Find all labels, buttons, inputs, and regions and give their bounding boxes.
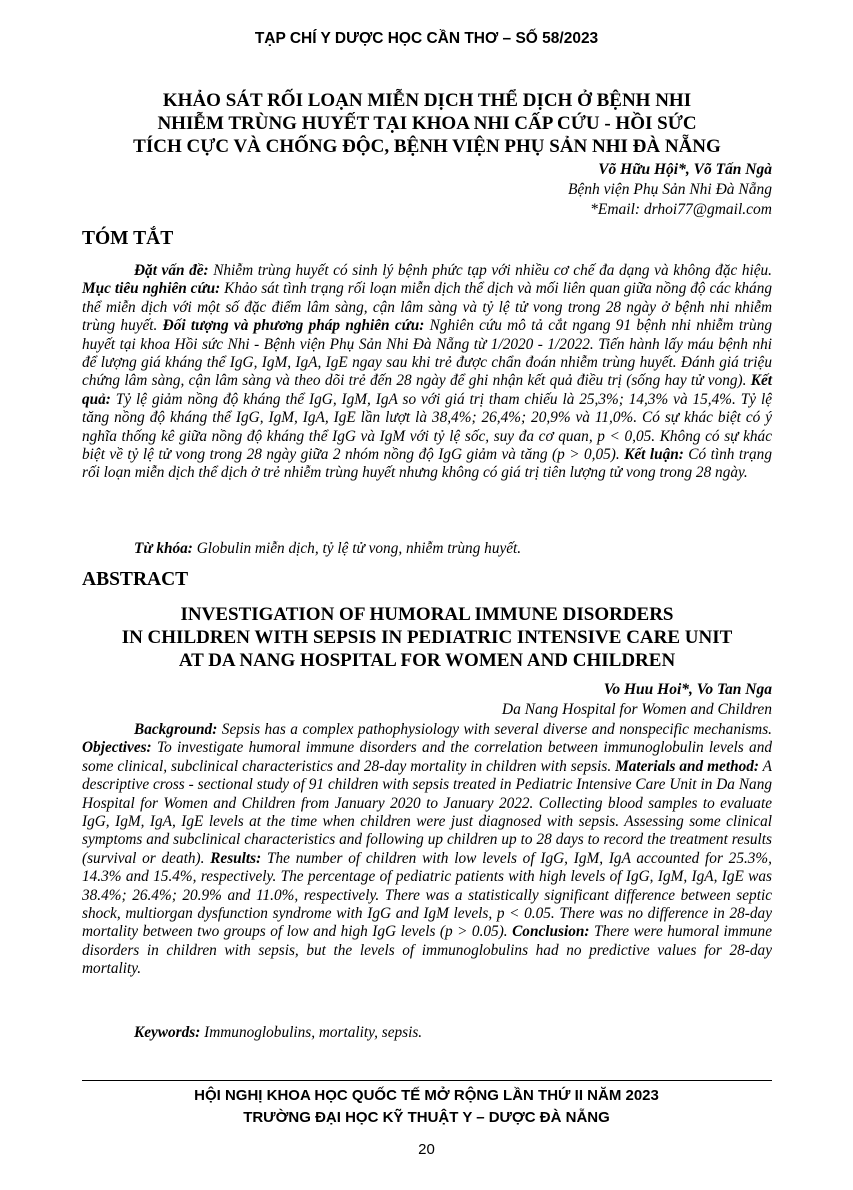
vi-title (82, 89, 772, 158)
abstract-section-label: Kết luận: (624, 446, 684, 464)
en-title-line: AT DA NANG HOSPITAL FOR WOMEN AND CHILDREN (178, 650, 676, 671)
abstract-text: Nghiên cứu mô tả cắt ngang 91 bệnh nhi nhiễm trùng huyết tại khoa Hồi sức Nhi - Bệnh viện Phụ Sản Nhi Đà Nẵng từ 1/2020 - 1/2022. Tiến hành lấy máu bệnh nhi để lượng giá kháng thể IgG, IgM, IgA, IgE ngay sau khi trẻ được chẩn đoán nhiễm trùng huyết. Đánh giá triệu chứng lâm sàng, cận lâm sàng và theo dõi trẻ đến 28 ngày để ghi nhận kết quả điều trị (sống hay tử vong). (82, 317, 773, 390)
abstract-section-label: Background: (134, 721, 218, 738)
abstract-section-label: Conclusion: (512, 923, 590, 941)
vi-abstract (82, 262, 772, 483)
abstract-text: Có tình trạng rối loạn miễn dịch thể dịch ở trẻ nhiễm trùng huyết nhưng không có giá trị tiên lượng tử vong trong 28 ngày. (82, 446, 772, 482)
abstract-section-label: Đặt vấn đề: (134, 262, 209, 279)
vi-title-line: NHIỄM TRÙNG HUYẾT TẠI KHOA NHI CẤP CỨU - HỒI SỨC (157, 113, 697, 134)
vi-keywords-label: Từ khóa: (134, 540, 193, 557)
en-keywords-text: Immunoglobulins, mortality, sepsis. (200, 1024, 423, 1041)
vi-author-block (568, 160, 772, 220)
vi-keywords-text: Globulin miễn dịch, tỷ lệ tử vong, nhiễm trùng huyết. (192, 540, 522, 557)
en-heading: ABSTRACT (82, 569, 189, 590)
abstract-section-label: Results: (210, 849, 262, 867)
abstract-section-label: Mục tiêu nghiên cứu: (82, 280, 221, 298)
journal-header: TẠP CHÍ Y DƯỢC HỌC CẦN THƠ – SỐ 58/2023 (254, 30, 599, 47)
abstract-section-label: Materials and method: (615, 757, 759, 775)
page-number: 20 (418, 1141, 435, 1158)
en-authors: Vo Huu Hoi*, Vo Tan Nga (603, 681, 772, 698)
abstract-section-label: Đối tượng và phương pháp nghiên cứu: (162, 317, 425, 335)
abstract-text: Nhiễm trùng huyết có sinh lý bệnh phức tạp với nhiều cơ chế đa dạng và không đặc hiệu. (208, 262, 773, 279)
abstract-section-label: Objectives: (82, 739, 152, 757)
vi-heading: TÓM TẮT (82, 228, 174, 249)
en-affiliation: Da Nang Hospital for Women and Children (501, 701, 772, 718)
vi-title-line: TÍCH CỰC VÀ CHỐNG ĐỘC, BỆNH VIỆN PHỤ SẢN NHI ĐÀ NẴNG (133, 136, 721, 157)
footer-divider (82, 1080, 772, 1081)
footer-line: TRƯỜNG ĐẠI HỌC KỸ THUẬT Y – DƯỢC ĐÀ NẴNG (243, 1109, 610, 1126)
vi-affiliation: Bệnh viện Phụ Sản Nhi Đà Nẵng (567, 181, 772, 198)
abstract-text: The number of children with low levels of IgG, IgM, IgA accounted for 25.3%, 14.3% and 15.4%, respectively. The percentage of pediatric patients with high levels of IgG, IgM, IgA, IgE was 38.4%; 26.4%; 20.9% and 11.0%, respectively. There was a statistically significant difference between septic shock, multiorgan dysfunction syndrome with IgG and IgM levels, p < 0.05. There was no difference in 28-day mortality between two groups of low and high IgG levels (p > 0.05). (82, 849, 773, 941)
en-keywords (134, 1024, 422, 1042)
footer-line: HỘI NGHỊ KHOA HỌC QUỐC TẾ MỞ RỘNG LẦN THỨ II NĂM 2023 (194, 1087, 659, 1104)
vi-title-line: KHẢO SÁT RỐI LOẠN MIỄN DỊCH THỂ DỊCH Ở BỆNH NHI (162, 90, 692, 111)
abstract-text: A descriptive cross - sectional study of 91 children with sepsis treated in Pediatric Intensive Care Unit in Da Nang Hospital for Women and Children from January 2020 to January 2022. Collecting blood samples to evaluate IgG, IgM, IgA, IgE levels at the time when children were just diagnosed with sepsis. Assessing some clinical symptoms and subclinical characteristics and following up children up to 28 days to record the treatment results (survival or death). (82, 757, 772, 867)
footer (0, 1085, 853, 1129)
en-title (82, 603, 772, 672)
abstract-text: To investigate humoral immune disorders and the correlation between immunoglobulin levels and some clinical, subclinical characteristics and 28-day mortality in children with sepsis. (82, 739, 772, 775)
en-keywords-label: Keywords: (134, 1024, 201, 1041)
vi-keywords (134, 540, 521, 558)
vi-email: *Email: drhoi77@gmail.com (590, 201, 772, 218)
abstract-text: Sepsis has a complex pathophysiology with several diverse and nonspecific mechanisms. (217, 721, 772, 738)
en-author-block (502, 680, 772, 720)
abstract-text: Khảo sát tình trạng rối loạn miễn dịch thể dịch và mối liên quan giữa nồng độ các kháng thể miễn dịch với một số đặc điểm lâm sàng, cận lâm sàng và tỷ lệ tử vong trong 28 ngày ở bệnh nhi nhiễm trùng huyết. (82, 280, 772, 335)
en-abstract (82, 721, 772, 979)
vi-authors: Võ Hữu Hội*, Võ Tấn Ngà (598, 161, 772, 178)
abstract-text: There were humoral immune disorders in children with sepsis, but the levels of immunoglobulins had no predictive values for 28-day mortality. (82, 923, 772, 978)
abstract-text: Tỷ lệ giảm nồng độ kháng thể IgG, IgM, IgA so với giá trị tham chiếu là 25,3%; 14,3% và 15,4%. Tỷ lệ tăng nồng độ kháng thể IgG, IgM, IgA, IgE lần lượt là 38,4%; 26,4%; 20,9% và 11,0%. Có sự khác biệt có ý nghĩa thống kê giữa nồng độ kháng thể IgG và IgM với tỷ lệ sốc, suy đa cơ quan, p < 0,05. Không có sự khác biệt về tỷ lệ tử vong trong 28 ngày giữa 2 nhóm nồng độ IgG giảm và tăng (p > 0,05). (82, 390, 772, 464)
en-title-line: IN CHILDREN WITH SEPSIS IN PEDIATRIC INTENSIVE CARE UNIT (121, 627, 733, 648)
abstract-section-label: Kết quả: (82, 372, 772, 408)
en-title-line: INVESTIGATION OF HUMORAL IMMUNE DISORDERS (180, 604, 674, 625)
